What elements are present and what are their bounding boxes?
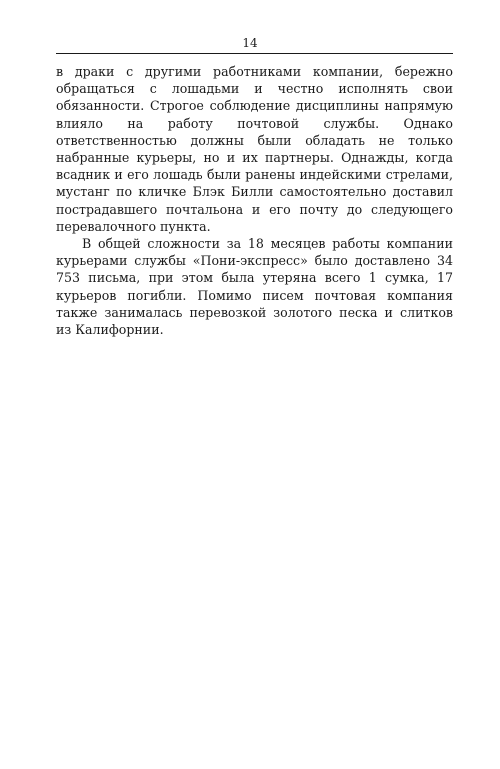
paragraph: в драки с другими работниками компании, бережно обращаться с лошадьми и честно исполнять свои обязанности. Строгое соблюдение дисциплины напрямую влияло на работу почтовой службы. Однако ответственностью должны были обладать не только набранные курьеры, но и их партнеры. Однажды, когда всадник и его лошадь были ранены индейскими стрелами, мустанг по кличке Блэк Билли самостоятельно доставил пострадавшего почтальона и его почту до следующего перевалочного пункта. [56, 64, 453, 234]
header-rule [56, 53, 453, 54]
body-text [56, 63, 453, 338]
page-number: 14 [242, 36, 258, 50]
paragraph: В общей сложности за 18 месяцев работы компании курьерами службы «Пони-экспресс» было доставлено 34 753 письма, при этом была утеряна всего 1 сумка, 17 курьеров погибли. Помимо писем почтовая компания также занималась перевозкой золотого песка и слитков из Калифорнии. [56, 236, 453, 338]
